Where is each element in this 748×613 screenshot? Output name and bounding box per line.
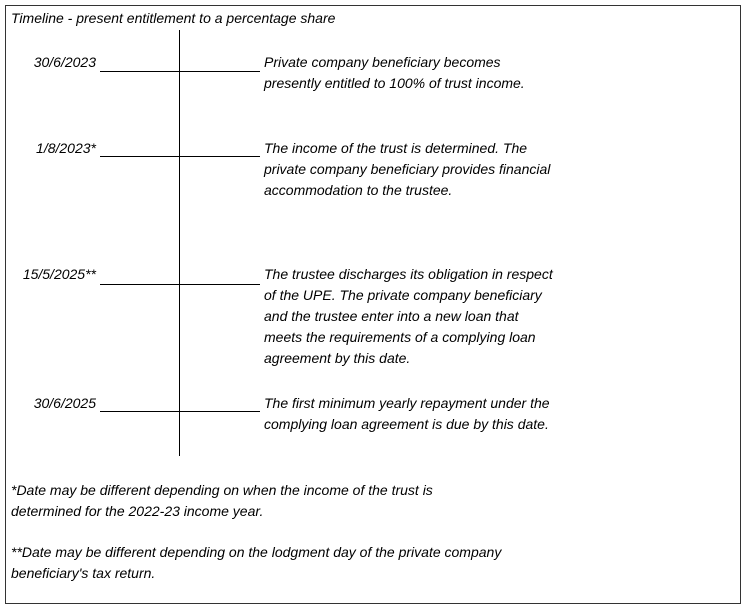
event-description bbox=[264, 393, 614, 435]
event-line: The income of the trust is determined. The bbox=[264, 140, 528, 156]
event-date: 30/6/2023 bbox=[33, 54, 96, 70]
footnote-line: beneficiary's tax return. bbox=[11, 565, 156, 581]
timeline-axis bbox=[179, 30, 180, 456]
event-line: The trustee discharges its obligation in respect bbox=[264, 266, 553, 282]
event-connector bbox=[100, 71, 260, 72]
diagram-title: Timeline - present entitlement to a percentage share bbox=[11, 10, 336, 26]
footnote bbox=[11, 480, 611, 522]
event-line: presently entitled to 100% of trust income. bbox=[264, 75, 525, 91]
event-line: private company beneficiary provides financial bbox=[264, 161, 551, 177]
event-line: and the trustee enter into a new loan that bbox=[264, 308, 519, 324]
event-line: complying loan agreement is due by this date. bbox=[264, 416, 549, 432]
event-line: Private company beneficiary becomes bbox=[264, 54, 501, 70]
event-date: 30/6/2025 bbox=[33, 395, 96, 411]
event-connector bbox=[100, 411, 260, 412]
event-date: 15/5/2025** bbox=[22, 266, 96, 282]
event-connector bbox=[100, 284, 260, 285]
event-line: The first minimum yearly repayment under the bbox=[264, 395, 550, 411]
event-line: meets the requirements of a complying loan bbox=[264, 329, 536, 345]
event-line: accommodation to the trustee. bbox=[264, 182, 453, 198]
footnote-line: *Date may be different depending on when the income of the trust is bbox=[11, 482, 433, 498]
footnote-line: determined for the 2022-23 income year. bbox=[11, 503, 264, 519]
event-line: agreement by this date. bbox=[264, 350, 411, 366]
event-date: 1/8/2023* bbox=[36, 140, 96, 156]
event-connector bbox=[100, 156, 260, 157]
event-description bbox=[264, 138, 614, 201]
event-description bbox=[264, 52, 614, 94]
footnote-line: **Date may be different depending on the lodgment day of the private company bbox=[11, 544, 502, 560]
event-line: of the UPE. The private company beneficiary bbox=[264, 287, 542, 303]
event-description bbox=[264, 264, 614, 369]
footnote bbox=[11, 542, 611, 584]
